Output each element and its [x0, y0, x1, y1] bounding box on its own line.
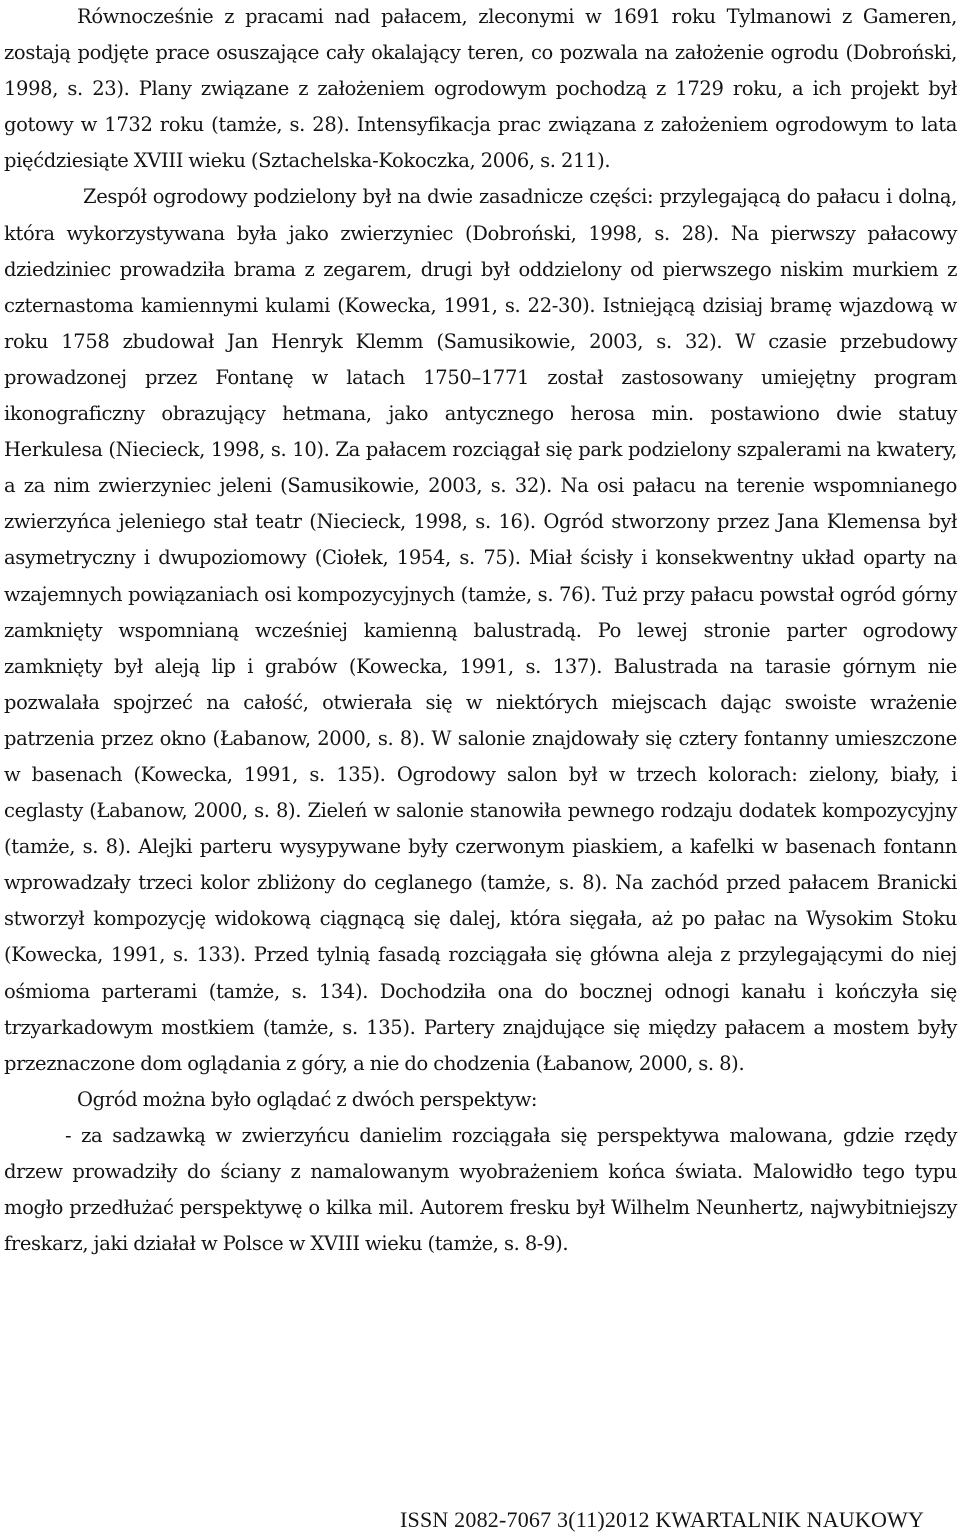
paragraph-perspectives-intro: Ogród można było oglądać z dwóch perspektyw: [77, 1087, 538, 1111]
document-body [4, 0, 957, 1262]
paragraph-garden-origins: Równocześnie z pracami nad pałacem, zleconymi w 1691 roku Tylmanowi z Gameren, zostają podjęte prace osuszające cały okalający teren, co pozwala na założenie ogrodu (Dobroński, 1998, s. 23). Plany związane z założeniem ogrodowym pochodzą z 1729 roku, a ich projekt był gotowy w 1732 roku (tamże, s. 28). Intensyfikacja prac związana z założeniem ogrodowym to lata pięćdziesiąte XVIII wieku (Sztachelska-Kokoczka, 2006, s. 211). [4, 5, 957, 173]
paragraph-perspective-painted: - za sadzawką w zwierzyńcu danielim rozciągała się perspektywa malowana, gdzie rzędy drzew prowadziły do ściany z namalowanym wyobrażeniem końca świata. Malowidło tego typu mogło przedłużać perspektywę o kilka mil. Autorem fresku był Wilhelm Neunhertz, najwybitniejszy freskarz, jaki działał w Polsce w XVIII wieku (tamże, s. 8-9). [4, 1123, 957, 1256]
paragraph-garden-complex: Zespół ogrodowy podzielony był na dwie zasadnicze części: przylegającą do pałacu i dolną, która wykorzystywana była jako zwierzyniec (Dobroński, 1998, s. 28). Na pierwszy pałacowy dziedziniec prowadziła brama z zegarem, drugi był oddzielony od pierwszego niskim murkiem z czternastoma kamiennymi kulami (Kowecka, 1991, s. 22-30). Istniejącą dzisiaj bramę wjazdową w roku 1758 zbudował Jan Henryk Klemm (Samusikowie, 2003, s. 32). W czasie przebudowy prowadzonej przez Fontanę w latach 1750–1771 został zastosowany umiejętny program ikonograficzny obrazujący hetmana, jako antycznego herosa min. postawiono dwie statuy Herkulesa (Niecieck, 1998, s. 10). Za pałacem rozciągał się park podzielony szpalerami na kwatery, a za nim zwierzyniec jeleni (Samusikowie, 2003, s. 32). Na osi pałacu na terenie wspomnianego zwierzyńca jeleniego stał teatr (Niecieck, 1998, s. 16). Ogród stworzony przez Jana Klemensa był asymetryczny i dwupoziomowy (Ciołek, 1954, s. 75). Miał ścisły i konsekwentny układ oparty na wzajemnych powiązaniach osi kompozycyjnych (tamże, s. 76). Tuż przy pałacu powstał ogród górny zamknięty wspomnianą wcześniej kamienną balustradą. Po lewej stronie parter ogrodowy zamknięty był aleją lip i grabów (Kowecka, 1991, s. 137). Balustrada na tarasie górnym nie pozwalała spojrzeć na całość, otwierała się w niektórych miejscach dając swoiste wrażenie patrzenia przez okno (Łabanow, 2000, s. 8). W salonie znajdowały się cztery fontanny umieszczone w basenach (Kowecka, 1991, s. 135). Ogrodowy salon był w trzech kolorach: zielony, biały, i ceglasty (Łabanow, 2000, s. 8). Zieleń w salonie stanowiła pewnego rodzaju dodatek kompozycyjny (tamże, s. 8). Alejki parteru wysypywane były czerwonym piaskiem, a kafelki w basenach fontann wprowadzały trzeci kolor zbliżony do ceglanego (tamże, s. 8). Na zachód przed pałacem Branicki stworzył kompozycję widokową ciągnącą się dalej, która sięgała, aż po pałac na Wysokim Stoku (Kowecka, 1991, s. 133). Przed tylnią fasadą rozciągała się główna aleja z przylegającymi do niej ośmioma parterami (tamże, s. 134). Dochodziła ona do bocznej odnogi kanału i kończyła się trzyarkadowym mostkiem (tamże, s. 135). Partery znajdujące się między pałacem a mostem były przeznaczone dom oglądania z góry, a nie do chodzenia (Łabanow, 2000, s. 8). [4, 185, 957, 1075]
page-footer: ISSN 2082-7067 3(11)2012 KWARTALNIK NAUKOWY [400, 1507, 925, 1532]
